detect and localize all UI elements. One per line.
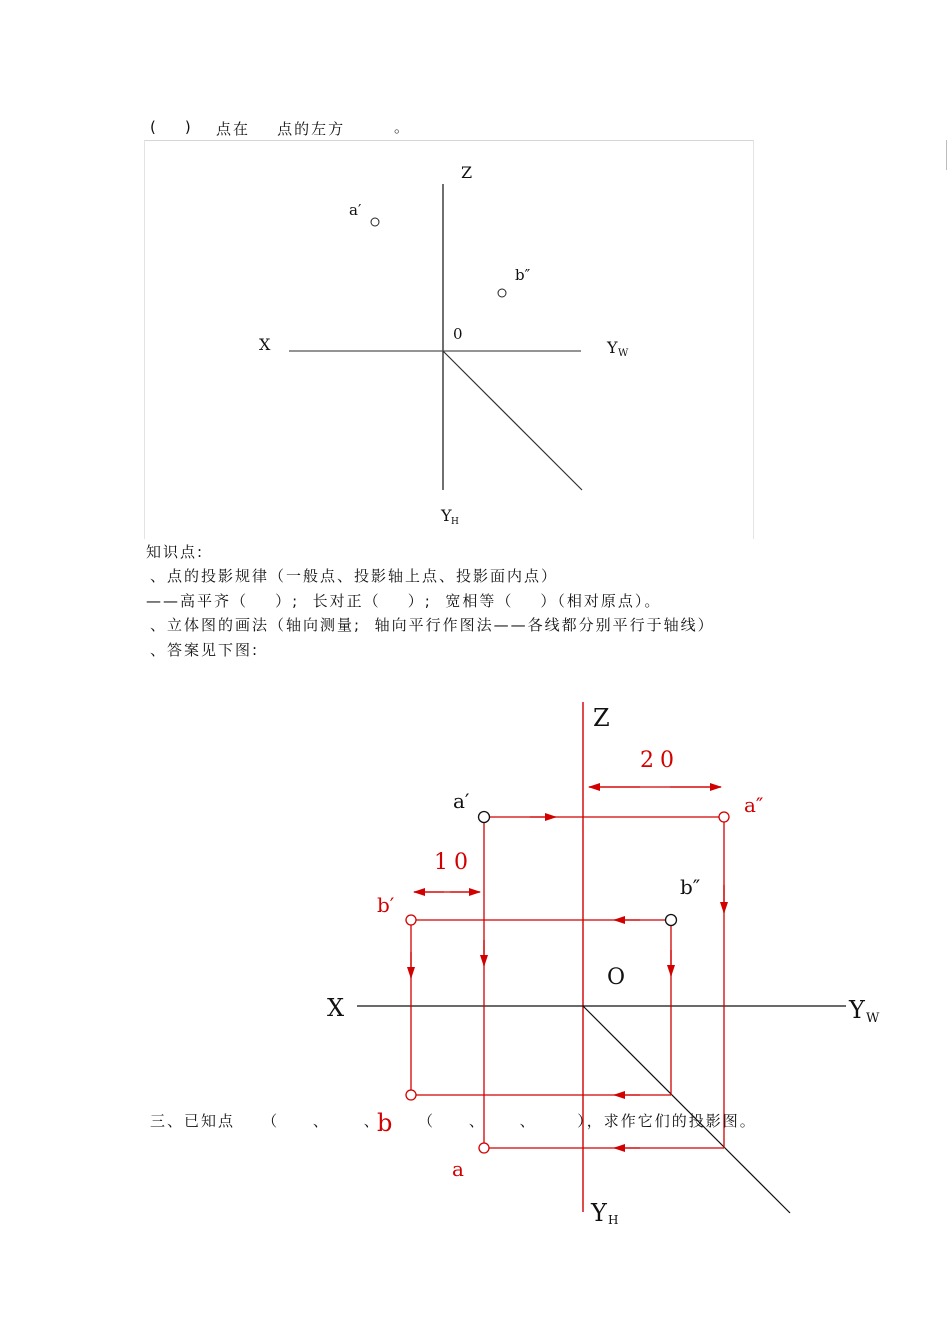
answer-label-z: Z [593, 704, 610, 732]
answer-dim-10: 10 [434, 850, 474, 875]
construction-arrows [411, 787, 724, 1148]
answer-label-x: X [327, 994, 345, 1022]
knowledge-line-1: 、点的投影规律（一般点、投影轴上点、投影面内点） [150, 567, 559, 585]
answer-label-b-double: b″ [680, 875, 701, 899]
label-a-prime: a′ [349, 201, 362, 219]
answer-point-a [479, 1143, 489, 1153]
label-yw: Y [607, 338, 618, 357]
answer-label-yh: Y [591, 1199, 607, 1227]
answer-point-b [406, 1090, 416, 1100]
label-yw-sub: W [618, 348, 629, 359]
answer-label-origin: O [607, 965, 626, 990]
knowledge-line-3: 、立体图的画法（轴向测量; 轴向平行作图法——各线都分别平行于轴线） [150, 616, 715, 634]
knowledge-title: 知识点: [146, 543, 205, 561]
construction-lines [411, 787, 724, 1148]
answer-point-b-double [666, 915, 677, 926]
label-yh: Y [441, 506, 452, 525]
answer-label-a: a [452, 1157, 464, 1181]
answer-label-a-double: a″ [744, 793, 764, 817]
answer-point-a-prime [479, 812, 490, 823]
problem3-text: 三、已知点 （ 、 、 [150, 1112, 381, 1130]
label-x: X [259, 335, 271, 354]
answer-label-yw-sub: W [866, 1011, 880, 1026]
answer-point-a-double [719, 812, 729, 822]
label-z: Z [461, 163, 473, 182]
answer-label-b: b [377, 1109, 393, 1137]
label-b-double: b″ [515, 266, 531, 284]
label-origin: 0 [453, 325, 463, 343]
question-period: 。 [394, 118, 412, 136]
answer-dim-20: 20 [640, 748, 680, 773]
question-paren: ( ) [150, 118, 193, 136]
answer-label-b-prime: b′ [377, 893, 395, 917]
question-text: 点在 点的左方 [216, 120, 346, 138]
answer-label-yw: Y [849, 996, 865, 1024]
answer-label-a-prime: a′ [453, 789, 470, 813]
knowledge-line-4: 、答案见下图: [150, 641, 260, 659]
answer-label-yh-sub: H [608, 1213, 619, 1227]
label-yh-sub: H [451, 517, 459, 527]
problem3-text-2: （ 、 、 ），求作它们的投影图。 [418, 1112, 757, 1130]
answer-point-b-prime [406, 915, 416, 925]
knowledge-line-2: ——高平齐（ ）; 长对正（ ）; 宽相等（ ）（相对原点）。 [146, 592, 662, 610]
